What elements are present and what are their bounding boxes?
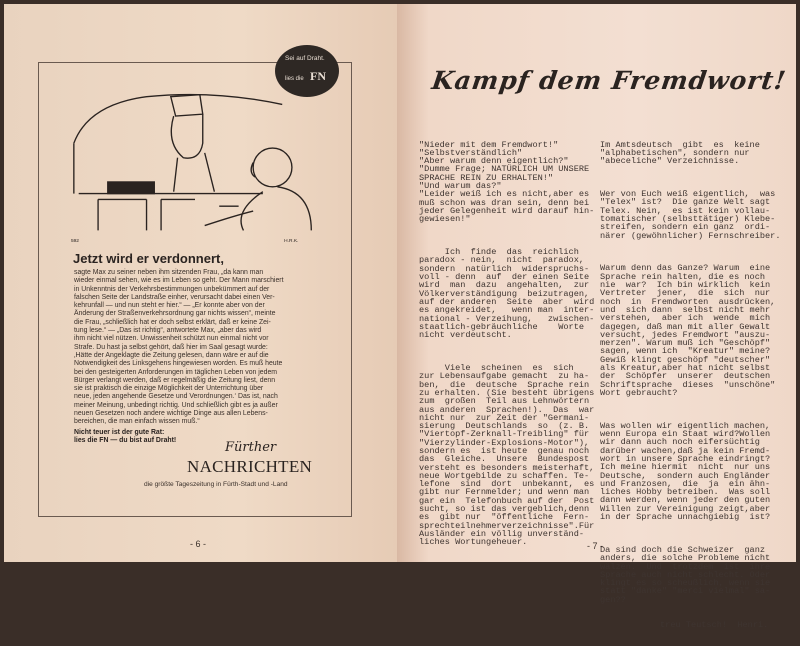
paragraph: Viele scheinen es sich zur Lebensaufgabe gemacht zu ha- ben, die deutsche Sprache rein zu erhalten. (Sie besteht übrigens zum großen Teil aus Lehnwörtern aus anderen Sprachen!). Das war nicht nur zur Zeit der "Germani- sierung Deutschlands so (z. B. "Viertopf-Zerknall-Treibling" für "Vierzylinder-Explosions-Motor"), sondern es ist heute genau noch das Gleiche. Unsere Bundespost versteht es besonders meisterhaft, neue Wortgebilde zu schaffen. Te- lefone sind dort unbekannt, es gibt nur Fernmelder; und wenn man gar ein Telefonbuch auf der Post sucht, so ist das vergeblich,denn es gibt nur "öffentliche Fern- sprechteilnehmerverzeichnisse".Für Ausländer ein völlig unverständ- liches Wortungeheuer. (419, 363, 595, 548)
cartoon-signature: H.R.K. (284, 239, 299, 245)
paragraph: Da sind doch die Schweizer ganz anders, die solche Probleme nicht wälzen. Und trotzdem ist ihre Sprache auch nicht schlecht. Oder klingt es so scheußlich, wenn sie statt "danke" "merci vielmal" sa- gen?? (600, 544, 771, 605)
author-signature: treu Teutsch! Henri. (660, 619, 769, 630)
paragraph: "Nieder mit dem Fremdwort!" "Selbstverständlich" "Aber warum denn eigentlich?" "Dumme Frage; NATÜRLICH UM UNSERE SPRACHE REIN ZU ERHALTEN!" "Und warum das?" "Leider weiß ich es nicht,aber es muß schon was dran sein, denn bei jeder Gelegenheit wird darauf hin- gewiesen!" (419, 139, 595, 225)
paragraph: Was wollen wir eigentlich machen, wenn Europa ein Staat wird?Wollen wir dann auch noch eifersüchtig darüber wachen,daß ja kein Fremd- wort in unsere Sprache eindringt? Ich meine hiermit nicht nur uns Deutsche, sondern auch Engländer und Franzosen, die ja ein ähn- liches Hobby betreiben. Was soll dann werden, wenn jeder den guten Willen zur Vereinigung zeigt,aber in der Sprache unnachgiebig ist? (600, 420, 771, 523)
article-column-2 (600, 124, 781, 646)
newspaper-advertisement (38, 55, 352, 517)
ad-headline: Jetzt wird er verdonnert, (73, 251, 224, 266)
courtroom-cartoon-illustration (69, 85, 321, 245)
bubble-brand: FN (310, 69, 326, 83)
brand-tagline: die größte Tageszeitung in Fürth-Stadt und -Land (144, 481, 288, 488)
brand-script-logo: Fürther (225, 440, 277, 455)
bubble-line2: lies die (285, 76, 304, 82)
article-title: Kampf dem Fremdwort! (430, 66, 789, 95)
bubble-line1: Sei auf Draht. (285, 55, 325, 62)
left-page (4, 4, 397, 562)
page-number-right: - 7 - (587, 541, 604, 551)
right-page (397, 4, 796, 630)
brand-name: NACHRICHTEN (187, 457, 313, 476)
article-column-1 (419, 124, 594, 571)
ad-body-text: sagte Max zu seiner neben ihm sitzenden Frau, „da kann man wieder einmal sehen, wie es im Leben so geht. Der Mann marschiert in Unkenntnis der Verkehrsbestimmungen unbekümmert auf der falschen Seite der Landstraße einher, verursacht dabei einen Ver- kehrunfall — und nun steht er hier.“ — „Er konnte aber von der Änderung der Straßenverkehrsordnung gar nichts wissen“, meinte die Frau, „schließlich hat er doch selbst erklärt, daß er keine Zei- tung lese.“ — „Das ist richtig“, antwortete Max, „aber das wird ihm nicht viel nützen. Unwissenheit schützt nun einmal nicht vor Strafe. Du hast ja selbst gehört, daß hier im Saal gesagt wurde: ‚Hätte der Angeklagte die Zeitung gelesen, dann wäre er auf die Notwendigkeit des Linksgehens hingewiesen worden. Es muß heute bei den gesteigerten Anforderungen im täglichen Leben von jedem Bürger verlangt werden, daß er regelmäßig die Zeitung liest, denn sie ist praktisch die einzige Möglichkeit der Unterrichtung über neue, jeden angehende Gesetze und Verordnungen.‘ Das ist, nach meiner Meinung, unbedingt richtig. Und schließlich gibt es ja außer neuen Gesetzen noch andere wichtige Dinge aus allen Lebens- bereichen, die man einfach wissen muß.“ (74, 269, 284, 426)
paragraph: Ich finde das reichlich paradox - nein, nicht paradox, sondern natürlich widerspruchs- voll - denn auf der einen Seite wird man dazu angehalten, zur Völkerverständigung beizutragen, auf der anderen Seite aber wird es angekreidet, wenn man inter- national - Verzeihung, zwischen- staatlich-gebräuchliche Worte nicht verdeutscht. (419, 247, 595, 341)
cartoon-code: 592 (70, 239, 80, 245)
ad-slogan: Nicht teuer ist der gute Rat: lies die FN — du bist auf Draht! (74, 429, 177, 445)
page-number-left: - 6 - (190, 539, 207, 549)
paragraph: Warum denn das Ganze? Warum eine Sprache rein halten, die es noch nie war? Ich bin wirklich kein Vertreter jener, die sich nur noch in Fremdworten ausdrücken, und sich dann selbst nicht mehr verstehen, aber ich wende mich dagegen, daß man mit aller Gewalt versucht, jedes Fremdwort "auszu- merzen". Warum muß ich "Geschöpf" sagen, wenn ich "Kreatur" meine? Gewiß klingt geschöpf "deutscher" als Kreatur,aber hat nicht selbst der Schöpfer unserer deutschen Schriftsprache dieses "unschöne" Wort gebraucht? (600, 263, 776, 398)
paragraph: Im Amtsdeutsch gibt es keine "alphabetischen", sondern nur "abeceliche" Verzeichnisse. (600, 139, 760, 167)
paragraph: Wer von Euch weiß eigentlich, was "Telex" ist? Die ganze Welt sagt Telex. Nein, es ist kein vollau- tomatischer (selbsttätiger) Klebe- streifen, sondern ein ganz ordi- närer (gewöhnlicher) Fernschreiber. (600, 189, 781, 241)
